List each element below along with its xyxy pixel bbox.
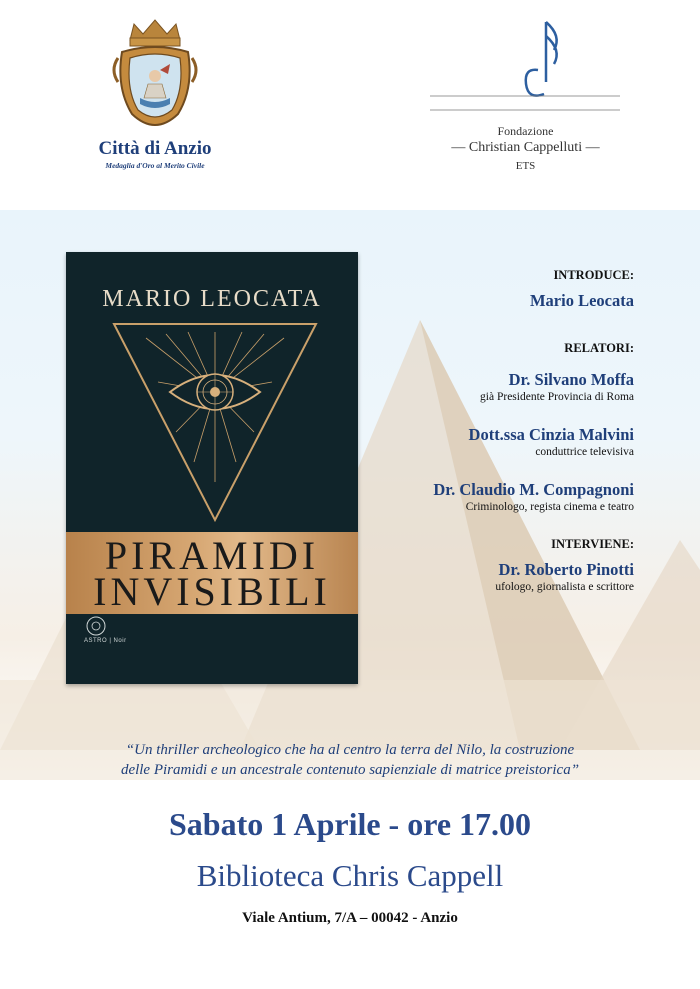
introducer-name: Mario Leocata xyxy=(529,291,634,310)
fondazione-ets: ETS xyxy=(515,160,536,172)
book-cover xyxy=(66,252,358,684)
relatore-name: Dr. Claudio M. Compagnoni xyxy=(433,480,634,499)
anzio-city-name: Città di Anzio xyxy=(98,138,212,159)
interviene-desc: ufologo, giornalista e scrittore xyxy=(495,581,634,593)
publisher-emblem-icon xyxy=(87,617,105,635)
fondazione-name: — Christian Cappelluti — xyxy=(451,140,600,155)
all-seeing-eye-icon xyxy=(66,252,358,684)
music-note-icon xyxy=(428,18,623,124)
book-quote xyxy=(0,740,700,780)
anzio-motto: Medaglia d'Oro al Merito Civile xyxy=(105,161,205,170)
quote-line1: “Un thriller archeologico che ha al centro la terra del Nilo, la costruzione xyxy=(125,742,575,758)
relatore-item xyxy=(354,370,634,403)
interviene-item xyxy=(354,560,634,593)
book-title-line2: INVISIBILI xyxy=(93,569,331,614)
relatore-name: Dr. Silvano Moffa xyxy=(508,370,634,389)
event-address: Viale Antium, 7/A – 00042 - Anzio xyxy=(242,910,458,926)
relatore-name: Dott.ssa Cinzia Malvini xyxy=(468,425,634,444)
speakers-list xyxy=(354,268,634,593)
event-venue: Biblioteca Chris Cappell xyxy=(196,858,504,893)
relatore-item xyxy=(354,425,634,458)
fondazione-logo xyxy=(428,18,623,178)
event-date: Sabato 1 Aprile - ore 17.00 xyxy=(168,806,532,842)
relatore-item xyxy=(354,480,634,513)
fondazione-label: Fondazione xyxy=(497,124,554,138)
interviene-name: Dr. Roberto Pinotti xyxy=(498,560,634,579)
fondazione-name-text: Christian Cappelluti xyxy=(468,140,583,155)
relatore-desc: conduttrice televisiva xyxy=(535,446,634,458)
interviene-label: INTERVIENE: xyxy=(551,537,634,551)
quote-line2: delle Piramidi e un ancestrale contenuto sapienziale di matrice preistorica” xyxy=(120,762,580,778)
relatore-desc: Criminologo, regista cinema e teatro xyxy=(465,501,634,513)
introduce-label: INTRODUCE: xyxy=(553,268,634,282)
relatore-desc: già Presidente Provincia di Roma xyxy=(480,391,634,403)
book-author: MARIO LEOCATA xyxy=(102,286,322,312)
book-publisher: ASTRO | Noir xyxy=(84,638,127,644)
book-title-line1: PIRAMIDI xyxy=(104,533,320,578)
relatori-label: RELATORI: xyxy=(564,341,634,355)
coat-of-arms-icon xyxy=(110,18,200,136)
anzio-logo xyxy=(70,18,240,188)
